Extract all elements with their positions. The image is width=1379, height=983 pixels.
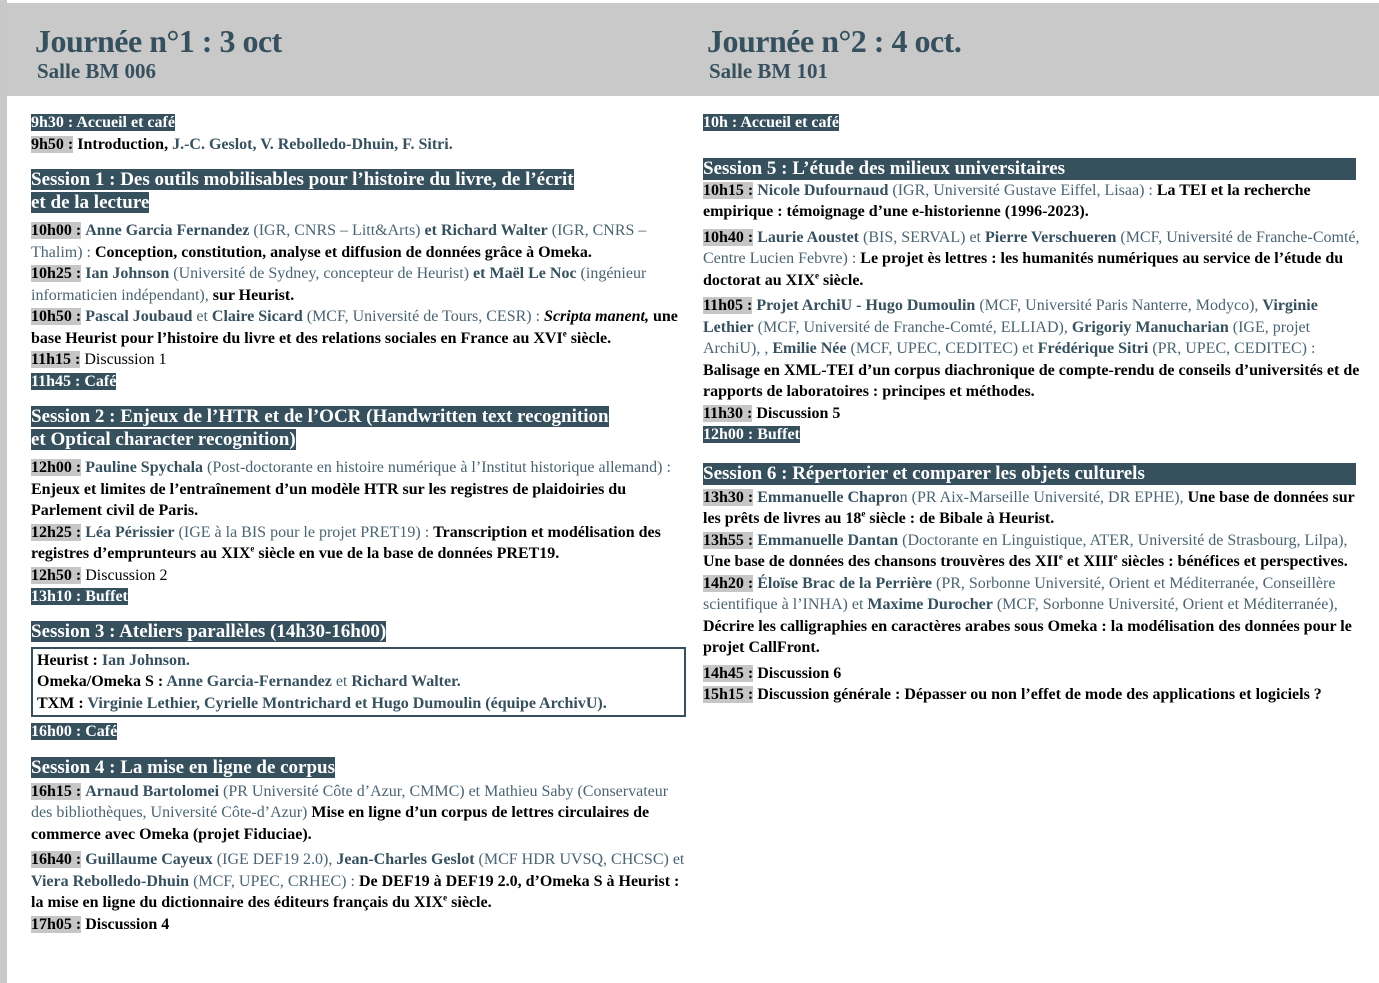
speaker-affiliation: (MCF, Université Paris Nanterre, Modyco), xyxy=(975,297,1263,314)
discussion-item xyxy=(31,349,686,371)
talk-item xyxy=(703,530,1363,573)
conjunction: et xyxy=(192,308,212,325)
speaker-affiliation: (IGR, CNRS – Thalim) : xyxy=(31,222,647,261)
intro-line xyxy=(31,134,686,156)
speaker-affiliation: (Doctorante en Linguistique, ATER, Université de Strasbourg, Lilpa), xyxy=(898,531,1348,549)
talk-title-mid: et XIII xyxy=(1062,553,1114,570)
session6-title: Session 6 : Répertorier et comparer les objets culturels xyxy=(703,463,1356,485)
break-badge: 12h00 : Buffet xyxy=(703,426,800,443)
welcome-badge: 9h30 : Accueil et café xyxy=(31,114,175,131)
day1-title: Journée n°1 : 3 oct xyxy=(35,23,282,59)
speaker-affiliation: (IGR, Université Gustave Eiffel, Lisaa) : xyxy=(888,181,1157,199)
speaker-name: Virginie Lethier, Cyrielle Montrichard et Hugo Dumoulin (équipe ArchivU). xyxy=(87,694,607,712)
discussion-label: Discussion générale : Dépasser ou non l’effet de mode des applications et logiciels ? xyxy=(753,686,1322,703)
talk-title-end: siècle : de Bibale à Heurist. xyxy=(865,510,1055,527)
speaker-name: Éloïse Brac de la Perrière xyxy=(757,574,932,592)
time-badge: 16h15 : xyxy=(31,782,82,800)
session1-title xyxy=(31,168,686,214)
speaker-name: Emmanuelle Chapro xyxy=(757,488,900,506)
talk-title: Une base de données des chansons trouvères des XII xyxy=(703,553,1059,570)
speaker-names: J.-C. Geslot, V. Rebolledo-Dhuin, F. Sitri. xyxy=(172,135,453,153)
time-badge: 12h00 : xyxy=(31,459,82,476)
discussion-item xyxy=(31,565,686,587)
superscript: e xyxy=(861,508,866,519)
speaker-name: Ian Johnson. xyxy=(101,651,190,669)
speaker-affiliation: (Université de Sydney, concepteur de Heurist) xyxy=(169,265,474,282)
day2-title: Journée n°2 : 4 oct. xyxy=(707,23,962,59)
day2-room: Salle BM 101 xyxy=(709,59,828,83)
talk-title: Enjeux et limites de l’entraînement d’un modèle HTR sur les registres de plaidoiries du Parlement civil de Paris. xyxy=(31,480,627,519)
talk-item xyxy=(703,227,1363,292)
speaker-name: Maël Le Noc xyxy=(489,265,577,282)
time-badge: 11h05 : xyxy=(703,297,753,314)
talk-item xyxy=(31,522,686,565)
discussion-item xyxy=(703,684,1363,706)
session2-title xyxy=(31,405,686,451)
speaker-name: Virginie Lethier xyxy=(703,297,1318,336)
superscript: e xyxy=(1113,551,1118,562)
speaker-affiliation: (BIS, SERVAL) et xyxy=(859,228,985,246)
talk-item xyxy=(31,781,686,846)
workshop-tool: TXM : xyxy=(37,694,88,712)
day1-room: Salle BM 006 xyxy=(37,59,156,83)
welcome-line xyxy=(703,112,1363,134)
break-badge: 13h10 : Buffet xyxy=(31,588,128,605)
speaker-name: Anne Garcia-Fernandez xyxy=(166,673,332,690)
discussion-label: Discussion 4 xyxy=(81,915,170,933)
workshop-item xyxy=(37,693,680,715)
time-badge: 10h25 : xyxy=(31,265,82,282)
speaker-name: Laurie Aoustet xyxy=(757,228,860,246)
talk-title: Conception, constitution, analyse et diffusion de données grâce à Omeka. xyxy=(94,243,592,261)
speaker-name: Ian Johnson xyxy=(85,265,170,282)
workshops-box xyxy=(31,647,686,718)
time-badge: 14h20 : xyxy=(703,574,754,592)
speaker-name: Guillaume Cayeux xyxy=(85,851,213,868)
talk-title-end: siècle. xyxy=(566,329,612,347)
time-badge: 10h15 : xyxy=(703,181,754,199)
time-badge: 12h25 : xyxy=(31,523,82,541)
speaker-name: Maxime Durocher xyxy=(867,596,993,613)
time-badge: 10h00 : xyxy=(31,222,82,239)
discussion-item xyxy=(31,914,686,936)
session5-title: Session 5 : L’étude des milieux universitaires xyxy=(703,158,1356,180)
speaker-name: Viera Rebolledo-Dhuin xyxy=(31,872,190,890)
discussion-label: Discussion 1 xyxy=(80,351,167,368)
speaker-name: Pauline Spychala xyxy=(85,459,204,476)
speaker-name: Pascal Joubaud xyxy=(85,308,193,325)
speaker-name-end: n xyxy=(899,488,908,506)
break-item xyxy=(31,586,686,608)
talk-title: sur Heurist. xyxy=(212,286,295,304)
speaker-name: Emmanuelle Dantan xyxy=(757,531,899,549)
break-badge: 16h00 : Café xyxy=(31,723,118,740)
speaker-name: Nicole Dufournaud xyxy=(757,181,889,199)
talk-item xyxy=(703,295,1363,403)
time-badge: 13h30 : xyxy=(703,488,754,506)
speaker-affiliation: (Post-doctorante en histoire numérique à l’Institut historique allemand) : xyxy=(203,459,671,476)
time-badge: 14h45 : xyxy=(703,664,754,682)
talk-title: une base Heurist pour l’histoire du livre et des relations sociales en France au XVI xyxy=(31,308,678,347)
speaker-affiliation: (IGE à la BIS pour le projet PRET19) : xyxy=(174,523,434,541)
speaker-affiliation: (MCF, Université de Franche-Comté, Centre Lucien Febvre) : xyxy=(703,228,1360,267)
workshop-item xyxy=(37,671,680,693)
session3-title-line: Session 3 : Ateliers parallèles (14h30-16h00) xyxy=(31,620,387,642)
speaker-name: Grigoriy Manucharian xyxy=(1071,318,1229,336)
speaker-name: Léa Périssier xyxy=(85,523,175,541)
talk-title: Balisage en XML-TEI d’un corpus diachronique de compte-rendu de conseils d’universités et de rapports de laboratoires : principes et méthodes. xyxy=(703,361,1360,400)
speaker-name: Pierre Verschueren xyxy=(985,228,1117,246)
talk-title: Mise en ligne d’un corpus de lettres circulaires de commerce avec Omeka (projet Fiduciae). xyxy=(31,804,650,843)
talk-item xyxy=(31,849,686,914)
speaker-name: Richard Walter. xyxy=(351,673,461,690)
day2-heading xyxy=(707,23,961,83)
speaker-affiliation: (MCF, Sorbonne Université, Orient et Méditerranée), xyxy=(992,596,1338,613)
welcome-line xyxy=(31,112,686,134)
time-badge: 13h55 : xyxy=(703,531,754,549)
speaker-affiliation: (PR, Sorbonne Université, Orient et Méditerranée, Conseillère scientifique à l’INHA) et xyxy=(703,574,1336,613)
discussion-item xyxy=(703,403,1363,425)
speaker-name: Richard Walter xyxy=(440,222,548,239)
intro-label: Introduction, xyxy=(73,135,173,153)
session4-title-line: Session 4 : La mise en ligne de corpus xyxy=(31,756,336,778)
session2-title-line2: et Optical character recognition) xyxy=(31,429,296,450)
speaker-affiliation: (PR, UPEC, CEDITEC) : xyxy=(1148,340,1316,357)
speaker-name: Emilie Née xyxy=(772,340,847,357)
discussion-label: Discussion 5 xyxy=(752,404,841,422)
superscript: e xyxy=(443,892,448,903)
speaker-affiliation: (MCF, UPEC, CRHEC) : xyxy=(189,872,359,890)
speaker-name: Frédérique Sitri xyxy=(1037,340,1149,357)
talk-title: La TEI et la recherche empirique : témoignage d’une e-historienne (1996-2023). xyxy=(703,181,1311,220)
break-item xyxy=(31,371,686,393)
talk-title: Le projet ès lettres : les humanités numériques au service de l’étude du doctorat au XIX xyxy=(703,250,1344,289)
superscript: e xyxy=(1058,551,1063,562)
break-item xyxy=(31,721,686,743)
time-badge: 9h50 : xyxy=(31,135,74,153)
time-badge: 11h15 : xyxy=(31,351,81,368)
conjunction: et xyxy=(424,222,441,239)
speaker-affiliation: (IGE, projet ArchiU), , xyxy=(703,318,1311,357)
discussion-item xyxy=(703,663,1363,685)
day1-heading xyxy=(35,23,282,83)
talk-title-end: siècles : bénéfices et perspectives. xyxy=(1117,553,1348,570)
workshop-item xyxy=(37,650,680,672)
speaker-name: Projet ArchiU - Hugo Dumoulin xyxy=(756,297,976,314)
break-item xyxy=(703,424,1363,446)
session3-title xyxy=(31,620,686,643)
superscript: e xyxy=(250,543,255,554)
superscript: e xyxy=(815,270,819,281)
talk-item xyxy=(703,487,1363,530)
time-badge: 12h50 : xyxy=(31,566,82,584)
speaker-affiliation: (IGE DEF19 2.0), xyxy=(212,851,337,868)
speaker-affiliation: (MCF, Université de Franche-Comté, ELLIAD), xyxy=(753,318,1072,336)
speaker-affiliation: (PR Université Côte d’Azur, CMMC) et Mathieu Saby (Conservateur des bibliothèques, Université Côte-d’Azur) xyxy=(31,782,669,821)
talk-title-end: siècle. xyxy=(447,894,492,911)
talk-item xyxy=(703,180,1363,223)
talk-item xyxy=(703,573,1363,659)
session1-title-line2: et de la lecture xyxy=(31,192,150,213)
welcome-badge: 10h : Accueil et café xyxy=(703,114,839,131)
speaker-name: Anne Garcia Fernandez xyxy=(85,222,250,239)
speaker-affiliation: (MCF, UPEC, CEDITEC) et xyxy=(846,340,1038,357)
speaker-affiliation: (MCF, Université de Tours, CESR) : xyxy=(302,308,545,325)
left-margin xyxy=(0,0,7,983)
talk-title-italic: Scripta manent, xyxy=(544,308,649,325)
day2-column xyxy=(703,112,1363,706)
talk-title: Décrire les calligraphies en caractères arabes sous Omeka : la modélisation des données pour le projet CallFront. xyxy=(703,617,1352,656)
talk-item xyxy=(31,263,686,306)
speaker-affiliation: (IGR, CNRS – Litt&Arts) xyxy=(249,222,425,239)
speaker-name: Claire Sicard xyxy=(211,308,303,325)
program-header xyxy=(7,3,1379,96)
time-badge: 11h30 : xyxy=(703,404,753,422)
time-badge: 10h40 : xyxy=(703,228,754,246)
break-badge: 11h45 : Café xyxy=(31,372,117,390)
conjunction: et xyxy=(473,265,490,282)
talk-title-end: siècle. xyxy=(819,271,864,289)
talk-title-end: siècle en vue de la base de données PRET19. xyxy=(254,545,560,562)
workshop-tool: Omeka/Omeka S : xyxy=(37,673,167,690)
speaker-affiliation: (ingénieur informaticien indépendant), xyxy=(31,265,647,304)
talk-title: De DEF19 à DEF19 2.0, d’Omeka S à Heurist : la mise en ligne du dictionnaire des éditeurs français du XIX xyxy=(31,872,680,911)
time-badge: 15h15 : xyxy=(703,686,754,703)
time-badge: 16h40 : xyxy=(31,851,82,868)
discussion-label: Discussion 6 xyxy=(753,664,842,682)
speaker-affiliation: (PR Aix-Marseille Université, DR EPHE), xyxy=(907,488,1188,506)
session1-title-line1: Session 1 : Des outils mobilisables pour l’histoire du livre, de l’écrit xyxy=(31,169,574,190)
talk-title: Une base de données sur les prêts de livres au 18 xyxy=(703,488,1355,527)
speaker-affiliation: (MCF HDR UVSQ, CHCSC) et xyxy=(474,851,685,868)
day1-column xyxy=(31,112,686,935)
talk-item xyxy=(31,306,686,349)
talk-title: Transcription et modélisation des registres d’emprunteurs au XIX xyxy=(31,523,661,562)
discussion-label: Discussion 2 xyxy=(81,566,168,584)
talk-item xyxy=(31,457,686,522)
workshop-tool: Heurist : xyxy=(37,651,102,669)
time-badge: 10h50 : xyxy=(31,308,82,325)
conjunction: et xyxy=(331,673,352,690)
speaker-name: Jean-Charles Geslot xyxy=(336,851,475,868)
superscript: e xyxy=(562,328,567,339)
session4-title xyxy=(31,756,686,779)
time-badge: 17h05 : xyxy=(31,915,82,933)
session2-title-line1: Session 2 : Enjeux de l’HTR et de l’OCR (Handwritten text recognition xyxy=(31,406,609,427)
talk-item xyxy=(31,220,686,263)
speaker-name: Arnaud Bartolomei xyxy=(85,782,220,800)
